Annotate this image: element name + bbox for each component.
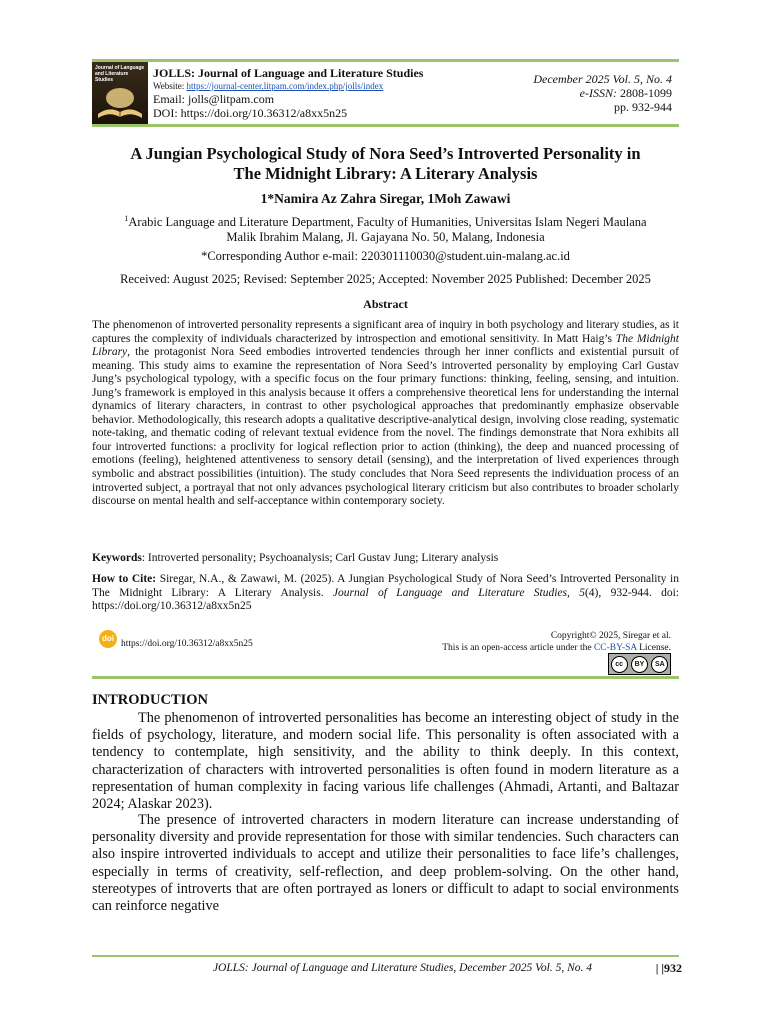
eissn-label: e-ISSN: xyxy=(579,86,617,100)
eissn xyxy=(580,86,672,101)
title-line-2: The Midnight Library: A Literary Analysis xyxy=(233,164,538,183)
intro-paragraph-2-text: The presence of introverted characters in modern literature can increase understanding of personality diversity and provide representation for those with similar tendencies. Such characters can also inspire introverted individuals to accept and utilize their personalities to face life’s challenges, especially in terms of creativity, self-reflection, and deep problem-solving. On the other hand, stereotypes of introverts that are often portrayed as loners or difficult to adapt to social environments can reinforce negative xyxy=(92,812,679,915)
abstract-text xyxy=(92,319,679,509)
introduction-heading: INTRODUCTION xyxy=(92,692,209,708)
open-access-note xyxy=(442,643,671,653)
cite-journal: Journal of Language and Literature Studies, 5 xyxy=(332,586,585,599)
cite-text-2: (4), 932-944. doi: https://doi.org/10.36312/a8xx5n25 xyxy=(92,586,679,612)
oa-text-1: This is an open-access article under the xyxy=(442,643,594,653)
cite-label: How to Cite: xyxy=(92,573,157,585)
eissn-value: 2808-1099 xyxy=(620,86,672,100)
corresponding-author: *Corresponding Author e-mail: 220301110030@student.uin-malang.ac.id xyxy=(201,249,570,263)
authors: 1*Namira Az Zahra Siregar, 1Moh Zawawi xyxy=(260,191,511,206)
page-number: | |932 xyxy=(655,961,682,975)
header-bottom-rule xyxy=(92,124,679,127)
by-icon: BY xyxy=(631,656,648,673)
logo-text: Journal of Language and Literature Studies xyxy=(95,65,145,83)
metadata-bottom-rule xyxy=(92,676,679,679)
keywords-list: : Introverted personality; Psychoanalysis; Carl Gustav Jung; Literary analysis xyxy=(141,552,499,564)
sa-icon: SA xyxy=(651,656,668,673)
website-label: Website: xyxy=(153,81,185,91)
affiliation-line-1: Arabic Language and Literature Department, Faculty of Humanities, Universitas Islam Negeri Maulana xyxy=(128,215,647,230)
page-range: pp. 932-944 xyxy=(614,100,672,114)
article-dates: Received: August 2025; Revised: September 2025; Accepted: November 2025 Published: December 2025 xyxy=(120,272,651,286)
keywords xyxy=(92,552,679,564)
abstract-part-2: , the protagonist Nora Seed embodies introverted tendencies through her inner conflicts and existential pursuit of meaning. This study aims to examine the representation of Nora Seed’s introverted personality by employing Carl Gustav Jung’s psychological typology, with a specific focus on the four primary functions: thinking, feeling, sensing, and intuition. Jung’s framework is employed in this analysis because it offers a comprehensive theoretical lens for understanding the internal dynamics of literary characters, in contrast to other psychological approaches that predominantly emphasize observable behavior. Methodologically, this research adopts a qualitative descriptive-analytical design, involving close reading, systematic note-taking, and thematic coding of relevant textual evidence from the novel. The findings demonstrate that Nora exhibits all four introverted functions: a proclivity for logical reflection prior to action (thinking), the deep and nuanced processing of emotions (feeling), heightened attentiveness to sensory detail (sensing), and the interpretation of lived experiences through symbolic and abstract possibilities (intuition). The study concludes that Nora Seed represents the individuation process of an introverted subject, a portrayal that not only advances psychological literary criticism but also contributes to broader scholarly discourse on mental health and self-acceptance within contemporary society. xyxy=(92,346,679,508)
affiliation xyxy=(92,211,679,245)
license-link[interactable]: CC-BY-SA xyxy=(593,643,637,653)
affiliation-sup: 1 xyxy=(124,214,129,223)
footer-rule xyxy=(92,955,679,957)
open-book-icon xyxy=(92,84,148,124)
abstract-part-1: The phenomenon of introverted personality represents a significant area of inquiry in both psychology and literary studies, as it captures the complexity of individuals characterized by introspection and emotional sensitivity. In Matt Haig’s xyxy=(92,319,679,345)
abstract-book-title: The Midnight Library xyxy=(92,332,679,359)
website-link[interactable]: https://journal-center.litpam.com/index.php/jolls/index xyxy=(186,81,384,91)
cc-by-sa-icon[interactable] xyxy=(608,653,671,675)
journal-email: Email: jolls@litpam.com xyxy=(153,92,275,106)
footer-running-head: JOLLS: Journal of Language and Literature Studies, December 2025 Vol. 5, No. 4 xyxy=(212,962,592,974)
journal-title: JOLLS: Journal of Language and Literature Studies xyxy=(153,66,424,80)
cc-icon: cc xyxy=(611,656,628,673)
how-to-cite xyxy=(92,573,679,614)
header-top-rule xyxy=(92,59,679,62)
journal-logo xyxy=(92,62,148,124)
intro-paragraph-2 xyxy=(92,812,679,915)
intro-paragraph-1-text: The phenomenon of introverted personalities has become an interesting object of study in the fields of psychology, literature, and modern social life. This personality is often associated with a tendency to contemplate, high sensitivity, and the ability to think deeply. In this context, characterization of characters with introverted personalities is often found in modern literature as a representation of human complexity in facing various life challenges (Ahmadi, Artanti, and Baltazar 2024; Alaskar 2023). xyxy=(92,710,679,813)
article-title xyxy=(92,144,679,184)
cite-text-1: Siregar, N.A., & Zawawi, M. (2025). A Jungian Psychological Study of Nora Seed’s Introverted Personality in The Midnight Library: A Literary Analysis. xyxy=(92,573,679,599)
doi-link[interactable]: https://doi.org/10.36312/a8xx5n25 xyxy=(121,639,253,649)
issue-info: December 2025 Vol. 5, No. 4 xyxy=(533,72,672,86)
journal-website xyxy=(153,81,383,91)
doi-icon: doi xyxy=(99,630,117,648)
journal-doi: DOI: https://doi.org/10.36312/a8xx5n25 xyxy=(153,106,348,120)
oa-text-2: License. xyxy=(636,643,671,653)
affiliation-line-2: Malik Ibrahim Malang, Jl. Gajayana No. 50, Malang, Indonesia xyxy=(226,230,545,245)
intro-paragraph-1 xyxy=(92,710,679,813)
abstract-heading: Abstract xyxy=(363,297,408,311)
copyright: Copyright© 2025, Siregar et al. xyxy=(550,631,671,641)
keywords-label: Keywords xyxy=(92,552,142,564)
title-line-1: A Jungian Psychological Study of Nora Seed’s Introverted Personality in xyxy=(130,144,641,163)
